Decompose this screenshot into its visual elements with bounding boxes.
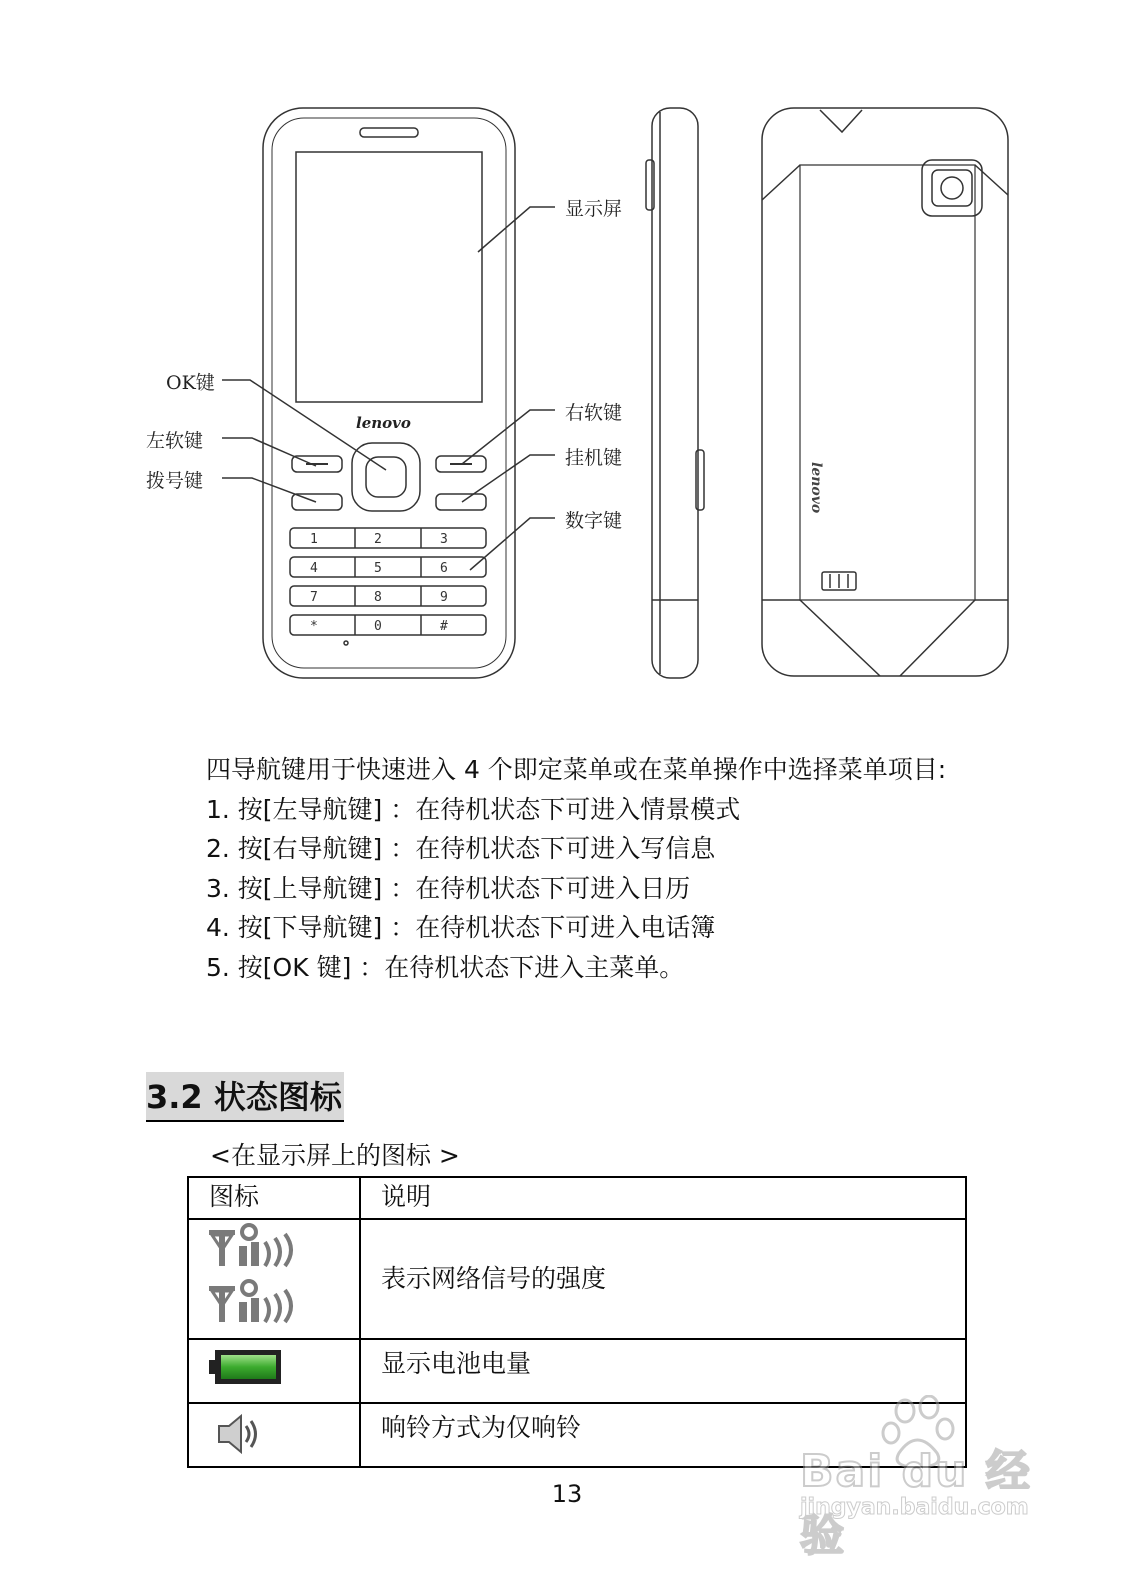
step-item: 3. 按[上导航键] ：在待机状态下可进入日历: [206, 873, 691, 903]
step-item: 5. 按[OK 键] ：在待机状态下进入主菜单。: [206, 952, 685, 982]
leader-display: [478, 207, 555, 252]
watermark-brand: Bai du 经验: [800, 1446, 1032, 1561]
key-0: 0: [374, 619, 382, 634]
watermark-url: jingyan.baidu.com: [800, 1495, 1029, 1520]
phone-back-outline: [762, 108, 1008, 676]
phone-front-outline: [263, 108, 515, 678]
header-description: 说明: [360, 1177, 966, 1219]
callout-left-soft-key: 左软键: [146, 430, 204, 452]
end-key: [436, 494, 486, 510]
intro-paragraph: 四导航键用于快速进入 4 个即定菜单或在菜单操作中选择菜单项目:: [206, 755, 947, 784]
speaker-icon: [188, 1403, 360, 1467]
key-5: 5: [374, 561, 382, 576]
leader-dial: [222, 478, 316, 502]
nav-key-outer: [352, 443, 420, 511]
phone-diagram: [0, 0, 1134, 720]
phone-screen: [296, 152, 482, 402]
key-2: 2: [374, 532, 382, 547]
callout-end-key: 挂机键: [565, 447, 623, 469]
step-item: 2. 按[右导航键] ：在待机状态下可进入写信息: [206, 834, 716, 863]
key-9: 9: [440, 590, 448, 605]
key-7: 7: [310, 590, 318, 605]
key-8: 8: [374, 590, 382, 605]
section-number: 3.2: [146, 1078, 203, 1116]
baidu-jingyan-watermark: [795, 1395, 1065, 1561]
table-row: [188, 1339, 966, 1403]
battery-description: 显示电池电量: [360, 1339, 966, 1403]
brand-back: lenovo: [808, 462, 824, 514]
leader-left-soft: [222, 438, 316, 466]
nav-key-instructions: [206, 750, 1066, 987]
table-header-row: [188, 1177, 966, 1219]
key-3: 3: [440, 532, 448, 547]
key-1: 1: [310, 532, 318, 547]
leader-end: [462, 455, 555, 502]
callout-right-soft-key: 右软键: [565, 402, 623, 424]
section-heading: [146, 1072, 344, 1122]
section-title: 状态图标: [213, 1078, 342, 1116]
ok-key: [366, 457, 406, 497]
callout-display: 显示屏: [565, 198, 623, 220]
table-row: [188, 1219, 966, 1339]
leader-number: [470, 518, 555, 570]
brand-front: lenovo: [356, 414, 411, 432]
camera-module: [922, 160, 982, 216]
key-star: *: [310, 619, 318, 634]
callout-ok-key: OK键: [166, 372, 215, 394]
phone-side-outline: [652, 108, 698, 678]
battery-icon: [188, 1339, 360, 1403]
step-item: 1. 按[左导航键] ：在待机状态下可进入情景模式: [206, 794, 741, 824]
callout-number-keys: 数字键: [565, 510, 623, 532]
signal-strength-icon: [188, 1219, 360, 1339]
key-6: 6: [440, 561, 448, 576]
header-icon: 图标: [188, 1177, 360, 1219]
callout-dial-key: 拨号键: [146, 470, 204, 492]
table-caption: <在显示屏上的图标 >: [210, 1141, 460, 1170]
earpiece: [360, 128, 418, 137]
key-hash: #: [440, 619, 448, 634]
step-item: 4. 按[下导航键] ：在待机状态下可进入电话簿: [206, 913, 716, 942]
key-4: 4: [310, 561, 318, 576]
page-number: 13: [551, 1480, 583, 1508]
keypad: [290, 528, 486, 635]
signal-description: 表示网络信号的强度: [360, 1219, 966, 1339]
ring-mode-description: 响铃方式为仅响铃: [360, 1403, 966, 1467]
